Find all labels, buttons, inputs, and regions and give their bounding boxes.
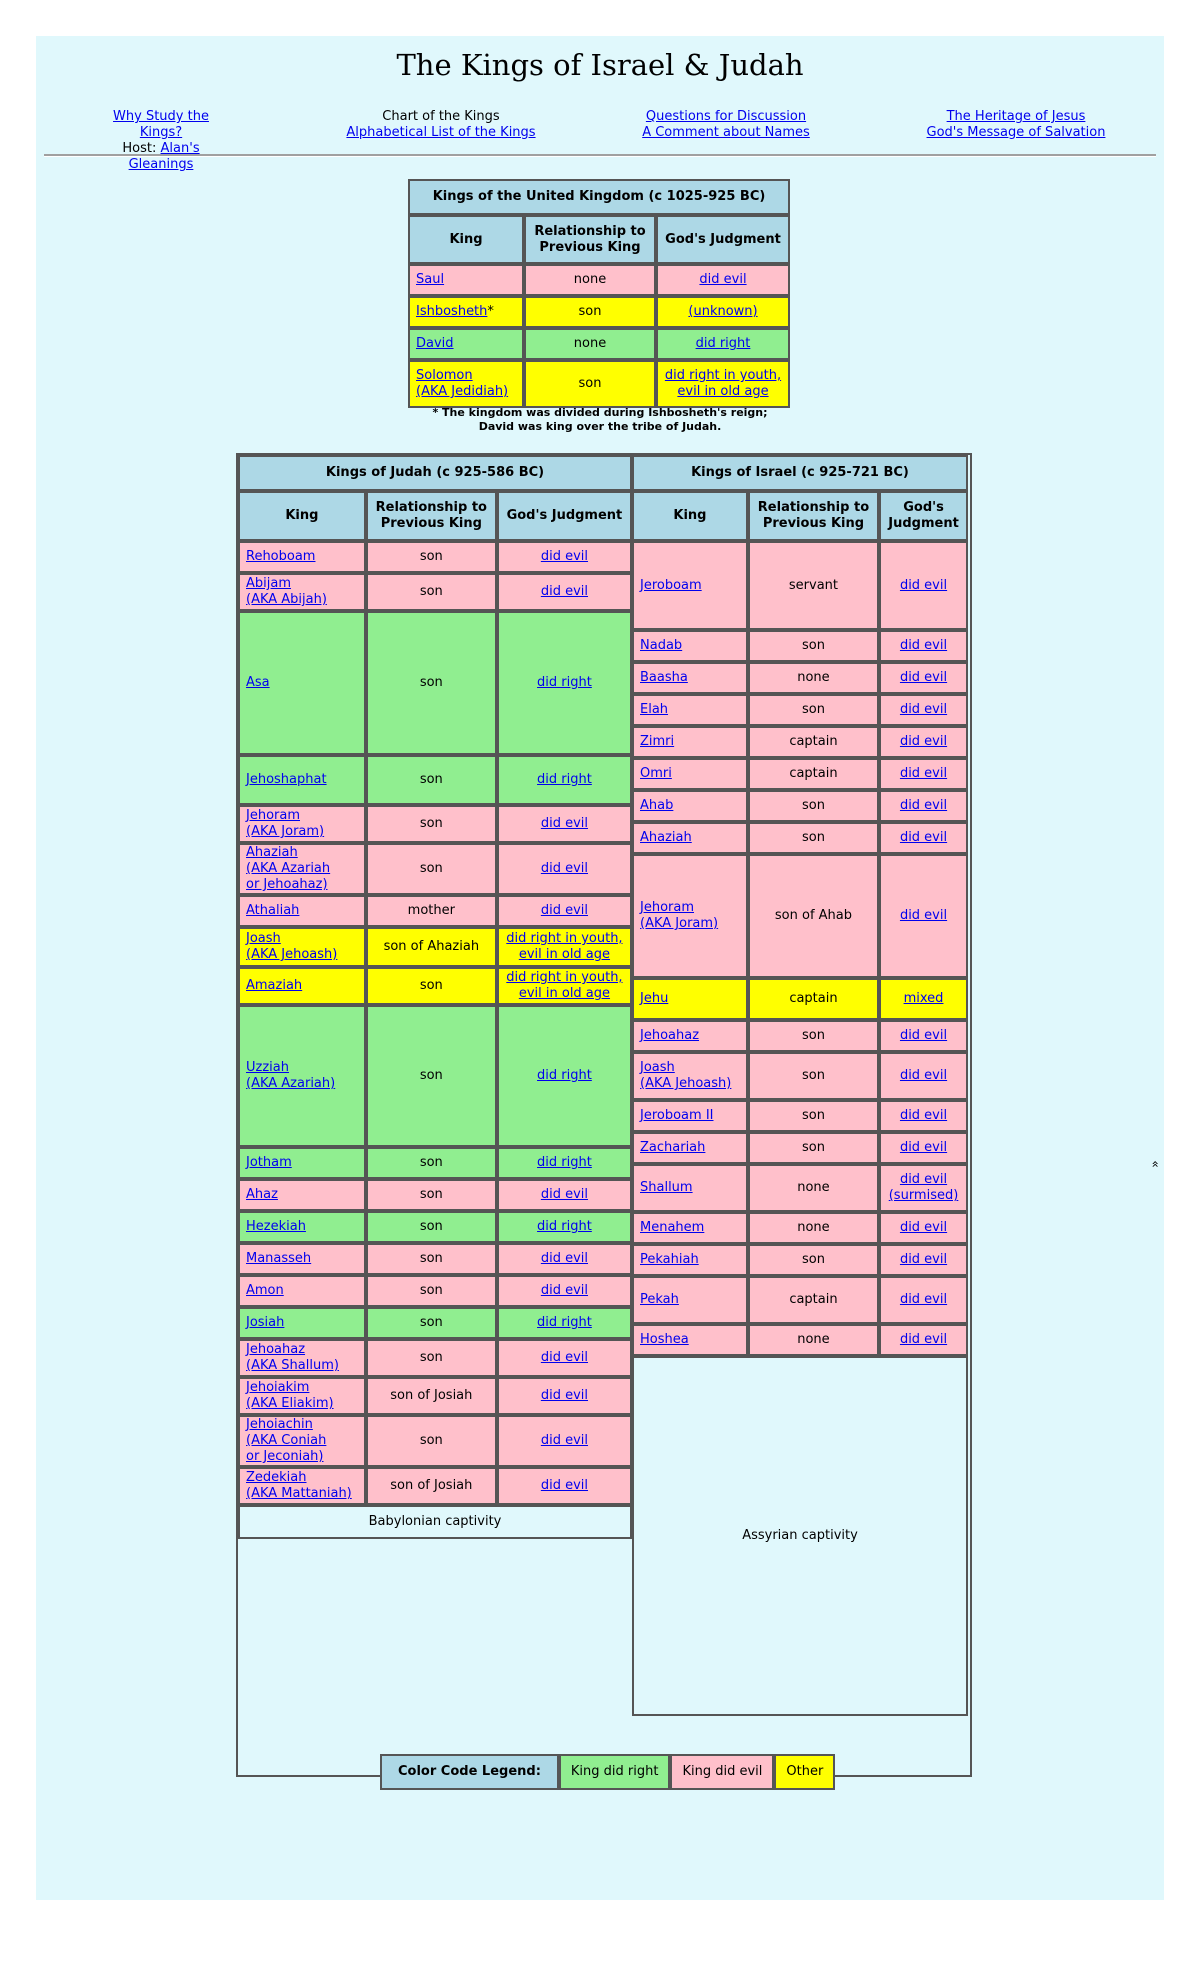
- table-row: [238, 755, 632, 805]
- table-row: [238, 1211, 632, 1243]
- king-cell[interactable]: [408, 296, 524, 328]
- judgment-link[interactable]: did evil: [899, 577, 948, 593]
- divided-kingdom-table: [236, 453, 972, 1777]
- relationship-cell: son: [748, 822, 879, 854]
- judgment-link[interactable]: did evil: [540, 903, 589, 918]
- king-cell[interactable]: [238, 895, 366, 927]
- table-row: [238, 895, 632, 927]
- col-judgment: God's Judgment: [879, 491, 968, 541]
- judgment-cell[interactable]: [497, 1179, 632, 1211]
- table-row: [238, 1275, 632, 1307]
- judgment-link[interactable]: did evil: [899, 702, 948, 717]
- king-link[interactable]: Ahaziah: [640, 830, 692, 845]
- king-cell[interactable]: [632, 1244, 748, 1276]
- scroll-to-top-icon[interactable]: «: [1148, 1160, 1163, 1168]
- judgment-cell[interactable]: [879, 1276, 968, 1324]
- king-cell[interactable]: [238, 1243, 366, 1275]
- judgment-link[interactable]: (unknown): [688, 304, 758, 319]
- king-link[interactable]: Amon: [246, 1283, 284, 1298]
- judgment-link[interactable]: did right: [537, 1219, 592, 1234]
- relationship-cell: captain: [748, 726, 879, 758]
- judgment-link[interactable]: did evil: [540, 549, 589, 564]
- judgment-link[interactable]: did evil: [899, 734, 948, 749]
- king-link[interactable]: Jeroboam II: [640, 1108, 714, 1123]
- king-link[interactable]: David: [416, 336, 454, 351]
- king-cell[interactable]: [238, 1339, 366, 1377]
- king-link[interactable]: Jotham: [246, 1155, 292, 1170]
- king-link[interactable]: Asa: [246, 675, 270, 690]
- king-cell[interactable]: [238, 541, 366, 573]
- judgment-cell[interactable]: [497, 1377, 632, 1415]
- judgment-cell[interactable]: [497, 1005, 632, 1147]
- king-link[interactable]: Jeroboam: [640, 577, 702, 593]
- table-row: [632, 1244, 968, 1276]
- king-link[interactable]: Omri: [640, 766, 672, 781]
- king-link[interactable]: Jehoiachin (AKA Coniah or Jeconiah): [246, 1417, 327, 1464]
- table-row: [238, 1415, 632, 1467]
- relationship-cell: son: [366, 1339, 497, 1377]
- judgment-cell[interactable]: [497, 843, 632, 895]
- judgment-cell[interactable]: [497, 895, 632, 927]
- table-row: [632, 1164, 968, 1212]
- king-link[interactable]: Jehoahaz (AKA Shallum): [246, 1342, 339, 1373]
- relationship-cell: son: [366, 755, 497, 805]
- king-link[interactable]: Jehoiakim (AKA Eliakim): [246, 1380, 334, 1411]
- legend-evil: King did evil: [670, 1754, 774, 1790]
- judgment-cell[interactable]: [879, 541, 968, 630]
- king-cell[interactable]: [238, 1179, 366, 1211]
- king-cell[interactable]: [632, 790, 748, 822]
- king-cell[interactable]: [632, 822, 748, 854]
- king-cell[interactable]: [238, 1211, 366, 1243]
- judgment-link[interactable]: did evil (surmised): [888, 1172, 959, 1203]
- judgment-link[interactable]: did right in youth, evil in old age: [506, 970, 623, 1001]
- relationship-cell: son: [366, 967, 497, 1005]
- judgment-cell[interactable]: [879, 1132, 968, 1164]
- united-footnote: * The kingdom was divided during Ishbosheth's reign; David was king over the tribe of Judah.: [432, 406, 768, 433]
- judgment-cell[interactable]: [497, 1415, 632, 1467]
- judgment-cell[interactable]: [497, 1243, 632, 1275]
- relationship-cell: none: [748, 662, 879, 694]
- king-link[interactable]: Athaliah: [246, 903, 300, 918]
- judgment-cell[interactable]: [656, 296, 790, 328]
- table-row: [238, 843, 632, 895]
- king-link[interactable]: Pekahiah: [640, 1252, 699, 1267]
- page-title: The Kings of Israel & Judah: [396, 48, 804, 82]
- judgment-link[interactable]: did evil: [899, 1292, 948, 1307]
- king-link[interactable]: Elah: [640, 702, 669, 717]
- relationship-cell: son: [748, 1132, 879, 1164]
- judgment-link[interactable]: did evil: [540, 1388, 589, 1403]
- king-cell[interactable]: [632, 1132, 748, 1164]
- color-legend: [380, 1754, 835, 1790]
- col-king: King: [632, 491, 748, 541]
- judgment-link[interactable]: did evil: [899, 1108, 948, 1123]
- king-link[interactable]: Joash (AKA Jehoash): [246, 931, 338, 962]
- king-cell[interactable]: [632, 726, 748, 758]
- judgment-link[interactable]: did evil: [540, 1283, 589, 1298]
- king-cell[interactable]: [632, 1052, 748, 1100]
- judgment-cell[interactable]: [879, 694, 968, 726]
- relationship-cell: son of Ahaziah: [366, 927, 497, 967]
- israel-table: [632, 455, 968, 1716]
- king-cell[interactable]: [238, 1147, 366, 1179]
- king-link[interactable]: Ahab: [640, 798, 674, 813]
- king-link[interactable]: Hezekiah: [246, 1219, 306, 1234]
- judgment-link[interactable]: did evil: [899, 1252, 948, 1267]
- alphabetical-list-link[interactable]: Alphabetical List of the Kings: [346, 125, 536, 140]
- king-link[interactable]: Manasseh: [246, 1251, 312, 1266]
- table-row: [632, 854, 968, 978]
- col-relationship: Relationship to Previous King: [524, 215, 656, 264]
- table-row: [238, 1243, 632, 1275]
- col-judgment: God's Judgment: [497, 491, 632, 541]
- relationship-cell: none: [748, 1212, 879, 1244]
- judgment-cell[interactable]: [879, 630, 968, 662]
- table-row: [632, 1132, 968, 1164]
- judgment-link[interactable]: did evil: [699, 272, 747, 287]
- king-link[interactable]: Zimri: [640, 734, 675, 749]
- host-link[interactable]: Alan's Gleanings: [128, 141, 200, 172]
- king-cell[interactable]: [632, 854, 748, 978]
- judgment-cell[interactable]: [497, 967, 632, 1005]
- king-link[interactable]: Rehoboam: [246, 549, 316, 564]
- king-cell[interactable]: [238, 1467, 366, 1505]
- why-study-link[interactable]: Why Study the Kings?: [113, 109, 209, 140]
- col-king: King: [238, 491, 366, 541]
- relationship-cell: son: [748, 1100, 879, 1132]
- host-label: Host:: [122, 141, 161, 156]
- relationship-cell: captain: [748, 758, 879, 790]
- judgment-cell[interactable]: [497, 1275, 632, 1307]
- judgment-link[interactable]: did evil: [540, 1433, 589, 1448]
- table-row: [632, 1276, 968, 1324]
- relationship-cell: none: [748, 1324, 879, 1356]
- relationship-cell: son: [748, 1020, 879, 1052]
- king-link[interactable]: Pekah: [640, 1292, 679, 1307]
- relationship-cell: captain: [748, 1276, 879, 1324]
- judgment-link[interactable]: did evil: [899, 638, 948, 653]
- judgment-cell[interactable]: [656, 264, 790, 296]
- table-row: [238, 611, 632, 755]
- judgment-cell[interactable]: [879, 822, 968, 854]
- king-link[interactable]: Hoshea: [640, 1332, 689, 1347]
- king-link[interactable]: Baasha: [640, 670, 688, 685]
- legend-right: King did right: [559, 1754, 671, 1790]
- king-link[interactable]: Jehu: [640, 991, 669, 1006]
- king-cell[interactable]: [408, 264, 524, 296]
- israel-title: Kings of Israel (c 925-721 BC): [632, 455, 968, 491]
- judgment-cell[interactable]: [879, 1020, 968, 1052]
- table-row: [238, 927, 632, 967]
- footnote-mark: *: [487, 304, 494, 319]
- table-row: [238, 541, 632, 573]
- salvation-link[interactable]: God's Message of Salvation: [926, 125, 1106, 140]
- judgment-cell[interactable]: [497, 1211, 632, 1243]
- judgment-link[interactable]: did right: [537, 675, 592, 690]
- king-cell[interactable]: [408, 328, 524, 360]
- relationship-cell: none: [748, 1164, 879, 1212]
- relationship-cell: son: [366, 805, 497, 843]
- judgment-cell[interactable]: [497, 927, 632, 967]
- king-link[interactable]: Ahaziah (AKA Azariah or Jehoahaz): [246, 845, 331, 892]
- relationship-cell: son: [748, 1052, 879, 1100]
- relationship-cell: son: [748, 694, 879, 726]
- judgment-link[interactable]: did right: [695, 336, 751, 351]
- judgment-cell[interactable]: [879, 1164, 968, 1212]
- judgment-link[interactable]: did evil: [899, 670, 948, 685]
- relationship-cell: son of Ahab: [748, 854, 879, 978]
- table-row: [632, 541, 968, 630]
- judgment-link[interactable]: did evil: [540, 1478, 589, 1493]
- table-row: [632, 822, 968, 854]
- judgment-cell[interactable]: [879, 1100, 968, 1132]
- relationship-cell: son: [366, 1307, 497, 1339]
- table-row: [632, 726, 968, 758]
- judgment-cell[interactable]: [879, 1324, 968, 1356]
- table-row: [632, 790, 968, 822]
- king-cell[interactable]: [408, 360, 524, 408]
- judgment-link[interactable]: did evil: [899, 1220, 948, 1235]
- table-row: [632, 630, 968, 662]
- relationship-cell: son: [366, 611, 497, 755]
- judgment-cell[interactable]: [879, 758, 968, 790]
- judgment-link[interactable]: did evil: [540, 1251, 589, 1266]
- relationship-cell: servant: [748, 541, 879, 630]
- table-row: [238, 573, 632, 611]
- king-cell[interactable]: [238, 1377, 366, 1415]
- judgment-cell[interactable]: [879, 726, 968, 758]
- judgment-cell[interactable]: [497, 1467, 632, 1505]
- judgment-link[interactable]: did evil: [540, 1350, 589, 1365]
- judgment-link[interactable]: did right: [537, 772, 592, 787]
- babylonian-captivity: Babylonian captivity: [238, 1505, 632, 1539]
- table-row: [238, 1179, 632, 1211]
- king-cell[interactable]: [238, 755, 366, 805]
- relationship-cell: son of Josiah: [366, 1467, 497, 1505]
- chart-of-kings-text: Chart of the Kings: [382, 109, 500, 124]
- judgment-cell[interactable]: [497, 755, 632, 805]
- comment-names-link[interactable]: A Comment about Names: [642, 125, 810, 140]
- king-link[interactable]: Josiah: [246, 1315, 285, 1330]
- judgment-link[interactable]: did evil: [540, 816, 589, 831]
- judah-title: Kings of Judah (c 925-586 BC): [238, 455, 632, 491]
- table-row: [632, 1100, 968, 1132]
- king-link[interactable]: Jehoshaphat: [246, 772, 327, 787]
- judgment-cell[interactable]: [497, 805, 632, 843]
- king-cell[interactable]: [632, 1164, 748, 1212]
- nav-column-1: [91, 109, 231, 173]
- page-body: [36, 36, 1164, 1900]
- judgment-cell[interactable]: [656, 360, 790, 408]
- relationship-cell: none: [524, 264, 656, 296]
- table-row: [632, 662, 968, 694]
- king-link[interactable]: Shallum: [640, 1180, 693, 1195]
- relationship-cell: none: [524, 328, 656, 360]
- table-row: [238, 1005, 632, 1147]
- king-cell[interactable]: [632, 694, 748, 726]
- relationship-cell: son: [366, 1415, 497, 1467]
- judgment-link[interactable]: did evil: [540, 1187, 589, 1202]
- table-row: [632, 1020, 968, 1052]
- king-link[interactable]: Ishbosheth: [416, 304, 488, 319]
- legend-label: Color Code Legend:: [380, 1754, 559, 1790]
- judgment-cell[interactable]: [879, 662, 968, 694]
- judgment-link[interactable]: did evil: [899, 1028, 948, 1043]
- king-cell[interactable]: [238, 1307, 366, 1339]
- judgment-cell[interactable]: [497, 541, 632, 573]
- united-title: Kings of the United Kingdom (c 1025-925 BC): [408, 179, 790, 215]
- nav-column-3: [636, 109, 816, 141]
- king-cell[interactable]: [238, 1005, 366, 1147]
- col-relationship: Relationship to Previous King: [366, 491, 497, 541]
- relationship-cell: son: [366, 1275, 497, 1307]
- judgment-link[interactable]: did evil: [899, 1068, 948, 1083]
- king-cell[interactable]: [238, 611, 366, 755]
- relationship-cell: son: [366, 1005, 497, 1147]
- judgment-link[interactable]: did evil: [899, 1332, 948, 1347]
- table-row: [632, 1212, 968, 1244]
- judgment-link[interactable]: did evil: [899, 908, 948, 923]
- legend-other: Other: [774, 1754, 835, 1790]
- relationship-cell: son: [366, 573, 497, 611]
- judgment-link[interactable]: did right in youth, evil in old age: [664, 368, 782, 399]
- judgment-cell[interactable]: [879, 854, 968, 978]
- assyrian-captivity: Assyrian captivity: [632, 1356, 968, 1716]
- judgment-cell[interactable]: [497, 1339, 632, 1377]
- king-cell[interactable]: [632, 630, 748, 662]
- col-relationship: Relationship to Previous King: [748, 491, 879, 541]
- judah-table: [238, 455, 632, 1539]
- judgment-cell[interactable]: [497, 1307, 632, 1339]
- king-link[interactable]: Zedekiah (AKA Mattaniah): [246, 1470, 352, 1501]
- judgment-cell[interactable]: [879, 1052, 968, 1100]
- judgment-cell[interactable]: [879, 1244, 968, 1276]
- judgment-link[interactable]: did right: [537, 1068, 592, 1083]
- king-cell[interactable]: [238, 1415, 366, 1467]
- judgment-cell[interactable]: [497, 573, 632, 611]
- judgment-link[interactable]: did evil: [899, 798, 948, 813]
- united-kingdom-table: [408, 179, 790, 408]
- relationship-cell: son of Josiah: [366, 1377, 497, 1415]
- table-row: [238, 805, 632, 843]
- king-cell[interactable]: [238, 967, 366, 1005]
- relationship-cell: son: [524, 296, 656, 328]
- king-cell[interactable]: [632, 1020, 748, 1052]
- relationship-cell: son: [366, 1211, 497, 1243]
- king-link[interactable]: Jehoram (AKA Joram): [246, 808, 325, 839]
- judgment-link[interactable]: did evil: [899, 766, 948, 781]
- table-row: [632, 694, 968, 726]
- nav-column-4: [916, 109, 1116, 141]
- king-link[interactable]: Abijam (AKA Abijah): [246, 576, 327, 607]
- judgment-cell[interactable]: [879, 1212, 968, 1244]
- judgment-cell[interactable]: [656, 328, 790, 360]
- table-row: [238, 1147, 632, 1179]
- judgment-link[interactable]: mixed: [903, 991, 944, 1006]
- table-row: [238, 1307, 632, 1339]
- judgment-link[interactable]: did evil: [540, 584, 589, 599]
- king-cell[interactable]: [632, 1324, 748, 1356]
- king-cell[interactable]: [238, 573, 366, 611]
- king-link[interactable]: Solomon (AKA Jedidiah): [416, 368, 509, 399]
- table-row: [632, 758, 968, 790]
- relationship-cell: son: [748, 630, 879, 662]
- king-cell[interactable]: [632, 758, 748, 790]
- table-row: [632, 978, 968, 1020]
- king-cell[interactable]: [238, 843, 366, 895]
- king-link[interactable]: Amaziah: [246, 978, 303, 993]
- col-judgment: God's Judgment: [656, 215, 790, 264]
- divider: [44, 154, 1156, 157]
- king-cell[interactable]: [238, 927, 366, 967]
- king-link[interactable]: Jehoahaz: [640, 1028, 700, 1043]
- judgment-link[interactable]: did evil: [899, 830, 948, 845]
- relationship-cell: son: [366, 1147, 497, 1179]
- judgment-cell[interactable]: [879, 978, 968, 1020]
- table-row: [238, 1377, 632, 1415]
- relationship-cell: son: [366, 541, 497, 573]
- judgment-cell[interactable]: [497, 1147, 632, 1179]
- table-row: [632, 1052, 968, 1100]
- judgment-link[interactable]: did right in youth, evil in old age: [506, 931, 623, 962]
- king-cell[interactable]: [632, 662, 748, 694]
- king-link[interactable]: Ahaz: [246, 1187, 278, 1202]
- judgment-cell[interactable]: [497, 611, 632, 755]
- relationship-cell: mother: [366, 895, 497, 927]
- table-row: [632, 1324, 968, 1356]
- king-link[interactable]: Menahem: [640, 1220, 705, 1235]
- table-row: [238, 1467, 632, 1505]
- judgment-link[interactable]: did evil: [899, 1140, 948, 1155]
- king-cell[interactable]: [632, 1100, 748, 1132]
- table-row: [238, 1339, 632, 1377]
- king-link[interactable]: Nadab: [640, 638, 683, 653]
- heritage-link[interactable]: The Heritage of Jesus: [946, 109, 1086, 124]
- king-link[interactable]: Joash (AKA Jehoash): [640, 1060, 732, 1091]
- king-link[interactable]: Uzziah (AKA Azariah): [246, 1060, 336, 1091]
- judgment-link[interactable]: did right: [537, 1155, 592, 1170]
- king-link[interactable]: Jehoram (AKA Joram): [640, 900, 719, 931]
- king-cell[interactable]: [632, 1212, 748, 1244]
- relationship-cell: son: [366, 1179, 497, 1211]
- judgment-link[interactable]: did right: [537, 1315, 592, 1330]
- king-link[interactable]: Zachariah: [640, 1140, 706, 1155]
- king-cell[interactable]: [632, 541, 748, 630]
- king-link[interactable]: Saul: [416, 272, 445, 287]
- king-cell[interactable]: [238, 1275, 366, 1307]
- judgment-cell[interactable]: [879, 790, 968, 822]
- relationship-cell: son: [366, 1243, 497, 1275]
- king-cell[interactable]: [632, 1276, 748, 1324]
- relationship-cell: son: [366, 843, 497, 895]
- relationship-cell: son: [748, 790, 879, 822]
- col-king: King: [408, 215, 524, 264]
- table-row: [238, 967, 632, 1005]
- king-cell[interactable]: [632, 978, 748, 1020]
- relationship-cell: son: [748, 1244, 879, 1276]
- king-cell[interactable]: [238, 805, 366, 843]
- relationship-cell: captain: [748, 978, 879, 1020]
- judgment-link[interactable]: did evil: [540, 861, 589, 876]
- nav-column-2: [336, 109, 546, 141]
- relationship-cell: son: [524, 360, 656, 408]
- questions-link[interactable]: Questions for Discussion: [645, 109, 807, 124]
